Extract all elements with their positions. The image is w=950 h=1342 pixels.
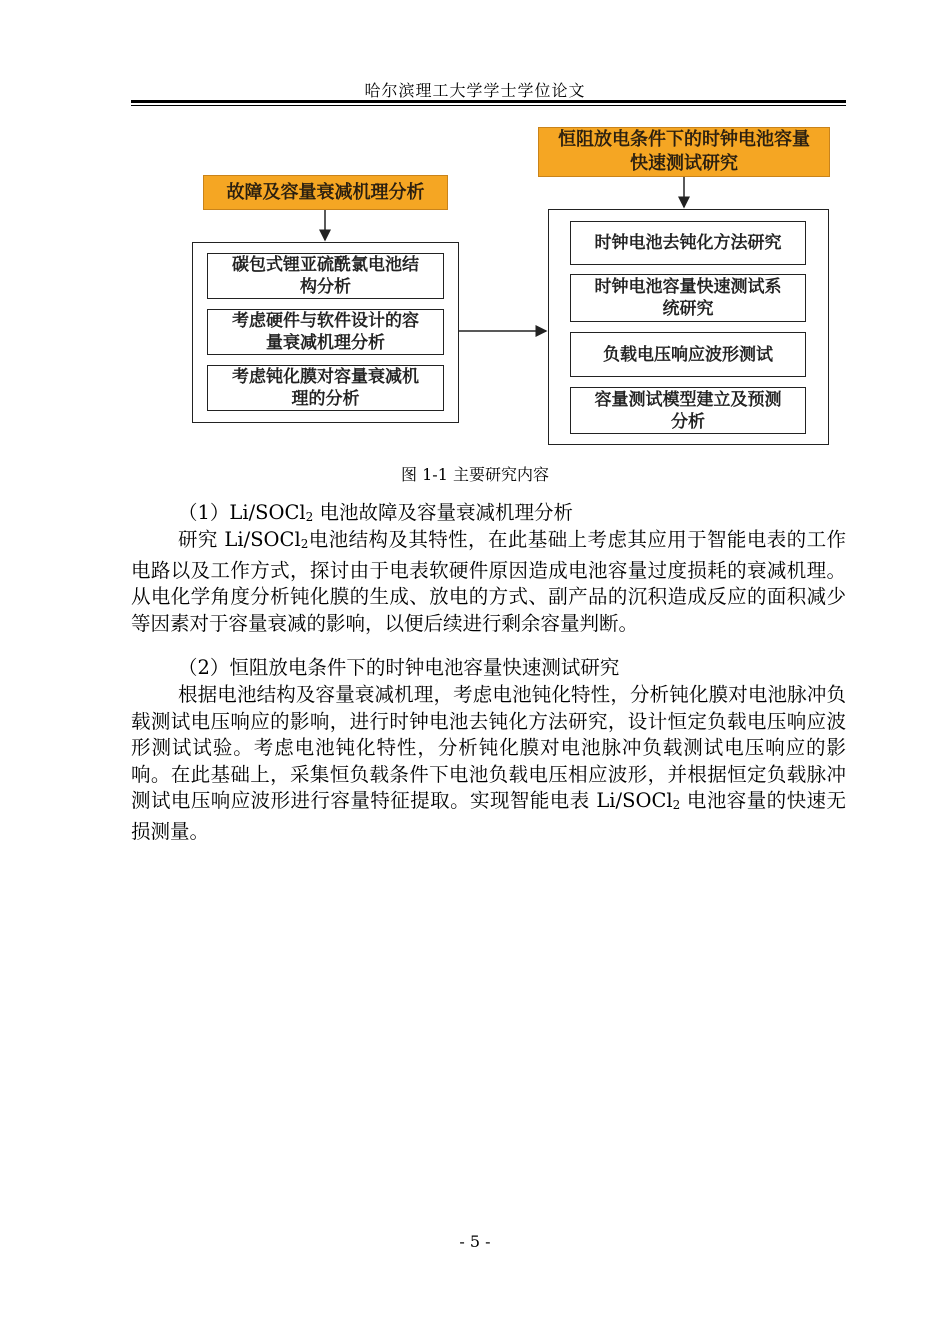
left-item-3-line1: 考虑钝化膜对容量衰减机 [232, 367, 419, 387]
left-item-2-line2: 量衰减机理分析 [266, 333, 385, 353]
section2-paragraph [131, 682, 846, 845]
left-item-1-line1: 碳包式锂亚硫酰氯电池结 [232, 255, 419, 275]
figure-caption: 图 1-1 主要研究内容 [401, 465, 549, 484]
right-item-4 [570, 387, 806, 434]
section2-para-sub: 2 [672, 798, 681, 812]
right-item-3-line1: 负载电压响应波形测试 [603, 344, 773, 365]
section2-para-main: 根据电池结构及容量衰减机理，考虑电池钝化特性，分析钝化膜对电池脉冲负载测试电压响应的影响，进行时钟电池去钝化方法研究，设计恒定负载电压响应波形测试试验。考虑电池钝化特性，分析钝化膜对电池脉冲负载测试电压响应的影响。在此基础上，采集恒负载条件下电池负载电压相应波形，并根据恒定负载脉冲测试电压响应波形进行容量特征提取。实现智能电表 Li/SOCl [131, 683, 846, 812]
section1-para-sub: 2 [300, 537, 309, 551]
right-title-line1: 恒阻放电条件下的时钟电池容量 [558, 129, 810, 150]
research-content-diagram [0, 0, 950, 460]
page-number: - 5 - [459, 1232, 491, 1251]
left-item-2 [207, 309, 444, 355]
right-item-2-line1: 时钟电池容量快速测试系 [594, 277, 782, 297]
right-item-1-line1: 时钟电池去钝化方法研究 [594, 233, 782, 253]
left-item-3 [207, 365, 444, 411]
section2-para-end: 电池容量的快速无损测量。 [131, 789, 846, 843]
right-item-3 [570, 332, 806, 377]
section1-heading-suffix: 电池故障及容量衰减机理分析 [313, 501, 574, 524]
section2-heading: （2）恒阻放电条件下的时钟电池容量快速测试研究 [178, 656, 620, 679]
left-item-1 [207, 253, 444, 299]
section1-para-suffix: 电池结构及其特性，在此基础上考虑其应用于智能电表的工作电路以及工作方式，探讨由于电表软硬件原因造成电池容量过度损耗的衰减机理。从电化学角度分析钝化膜的生成、放电的方式、副产品的沉积造成反应的面积减少等因素对于容量衰减的影响，以便后续进行剩余容量判断。 [131, 528, 846, 635]
left-item-2-line1: 考虑硬件与软件设计的容 [232, 311, 419, 331]
left-title-text: 故障及容量衰减机理分析 [226, 181, 425, 203]
right-title-box [538, 127, 830, 177]
right-item-2 [570, 274, 806, 322]
left-item-3-line2: 理的分析 [291, 389, 360, 409]
right-item-4-line1: 容量测试模型建立及预测 [594, 389, 782, 410]
section1-heading-sub: 2 [305, 510, 314, 524]
right-item-2-line2: 统研究 [662, 299, 714, 319]
section1-heading-prefix: （1）Li/SOCl [178, 501, 306, 524]
left-item-1-line2: 构分析 [300, 277, 351, 297]
section1-para-prefix: 研究 Li/SOCl [178, 528, 301, 551]
left-title-box [203, 175, 448, 210]
page-header: 哈尔滨理工大学学士学位论文 [364, 81, 586, 100]
right-item-4-line2: 分析 [671, 411, 705, 432]
right-item-1 [570, 221, 806, 265]
section1-paragraph [131, 527, 846, 637]
right-title-line2: 快速测试研究 [630, 153, 738, 174]
section1-heading [178, 500, 573, 531]
